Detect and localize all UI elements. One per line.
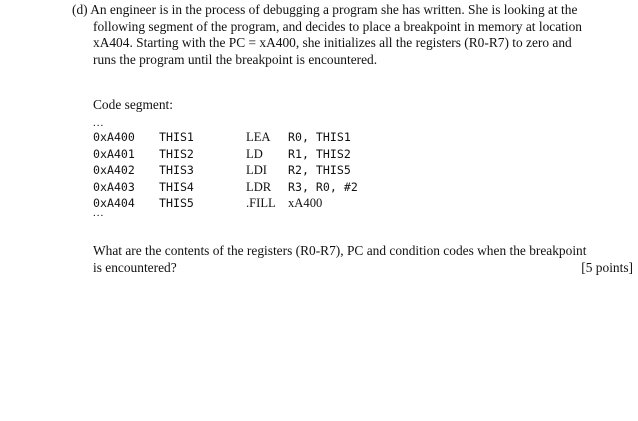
code-opcode: LDI: [246, 163, 267, 178]
final-question-line-1: What are the contents of the registers (R0-R7), PC and condition codes when the breakpoint: [93, 243, 587, 258]
code-operands: R3, R0, #2: [288, 179, 358, 194]
question-line-2: following segment of the program, and decides to place a breakpoint in memory at location: [93, 18, 582, 34]
code-opcode: .FILL: [246, 196, 276, 211]
points-label: [5 points]: [581, 259, 633, 275]
code-segment-title: Code segment:: [93, 97, 173, 112]
code-operands: R2, THIS5: [288, 163, 351, 178]
code-address: 0xA403: [93, 179, 135, 194]
code-label: THIS3: [159, 163, 194, 178]
question-line-4: runs the program until the breakpoint is encountered.: [93, 51, 378, 67]
code-operands: R0, THIS1: [288, 130, 351, 144]
code-opcode: LD: [246, 146, 263, 161]
final-question-line-2-text: is encountered?: [93, 259, 177, 275]
final-question-line-2: [93, 260, 633, 277]
code-label: THIS1: [159, 130, 194, 144]
code-ellipsis-bottom: ...: [93, 207, 105, 219]
code-operands: xA400: [288, 196, 323, 211]
final-question-text: [93, 243, 633, 276]
code-label: THIS4: [159, 179, 194, 194]
question-line-1: (d) An engineer is in the process of debugging a program she has written. She is looking at the: [72, 2, 578, 17]
question-line-3: xA404. Starting with the PC = xA400, she initializes all the registers (R0-R7) to zero and: [93, 35, 572, 50]
code-ellipsis-top: ...: [93, 117, 105, 129]
code-address: 0xA404: [93, 196, 135, 211]
code-opcode: LEA: [246, 130, 271, 144]
code-operands: R1, THIS2: [288, 146, 351, 161]
code-address: 0xA400: [93, 130, 135, 144]
code-label: THIS2: [159, 146, 194, 161]
code-address: 0xA402: [93, 163, 135, 178]
code-address: 0xA401: [93, 146, 135, 161]
code-label: THIS5: [159, 196, 194, 211]
question-text: [72, 2, 632, 68]
code-opcode: LDR: [246, 179, 272, 194]
